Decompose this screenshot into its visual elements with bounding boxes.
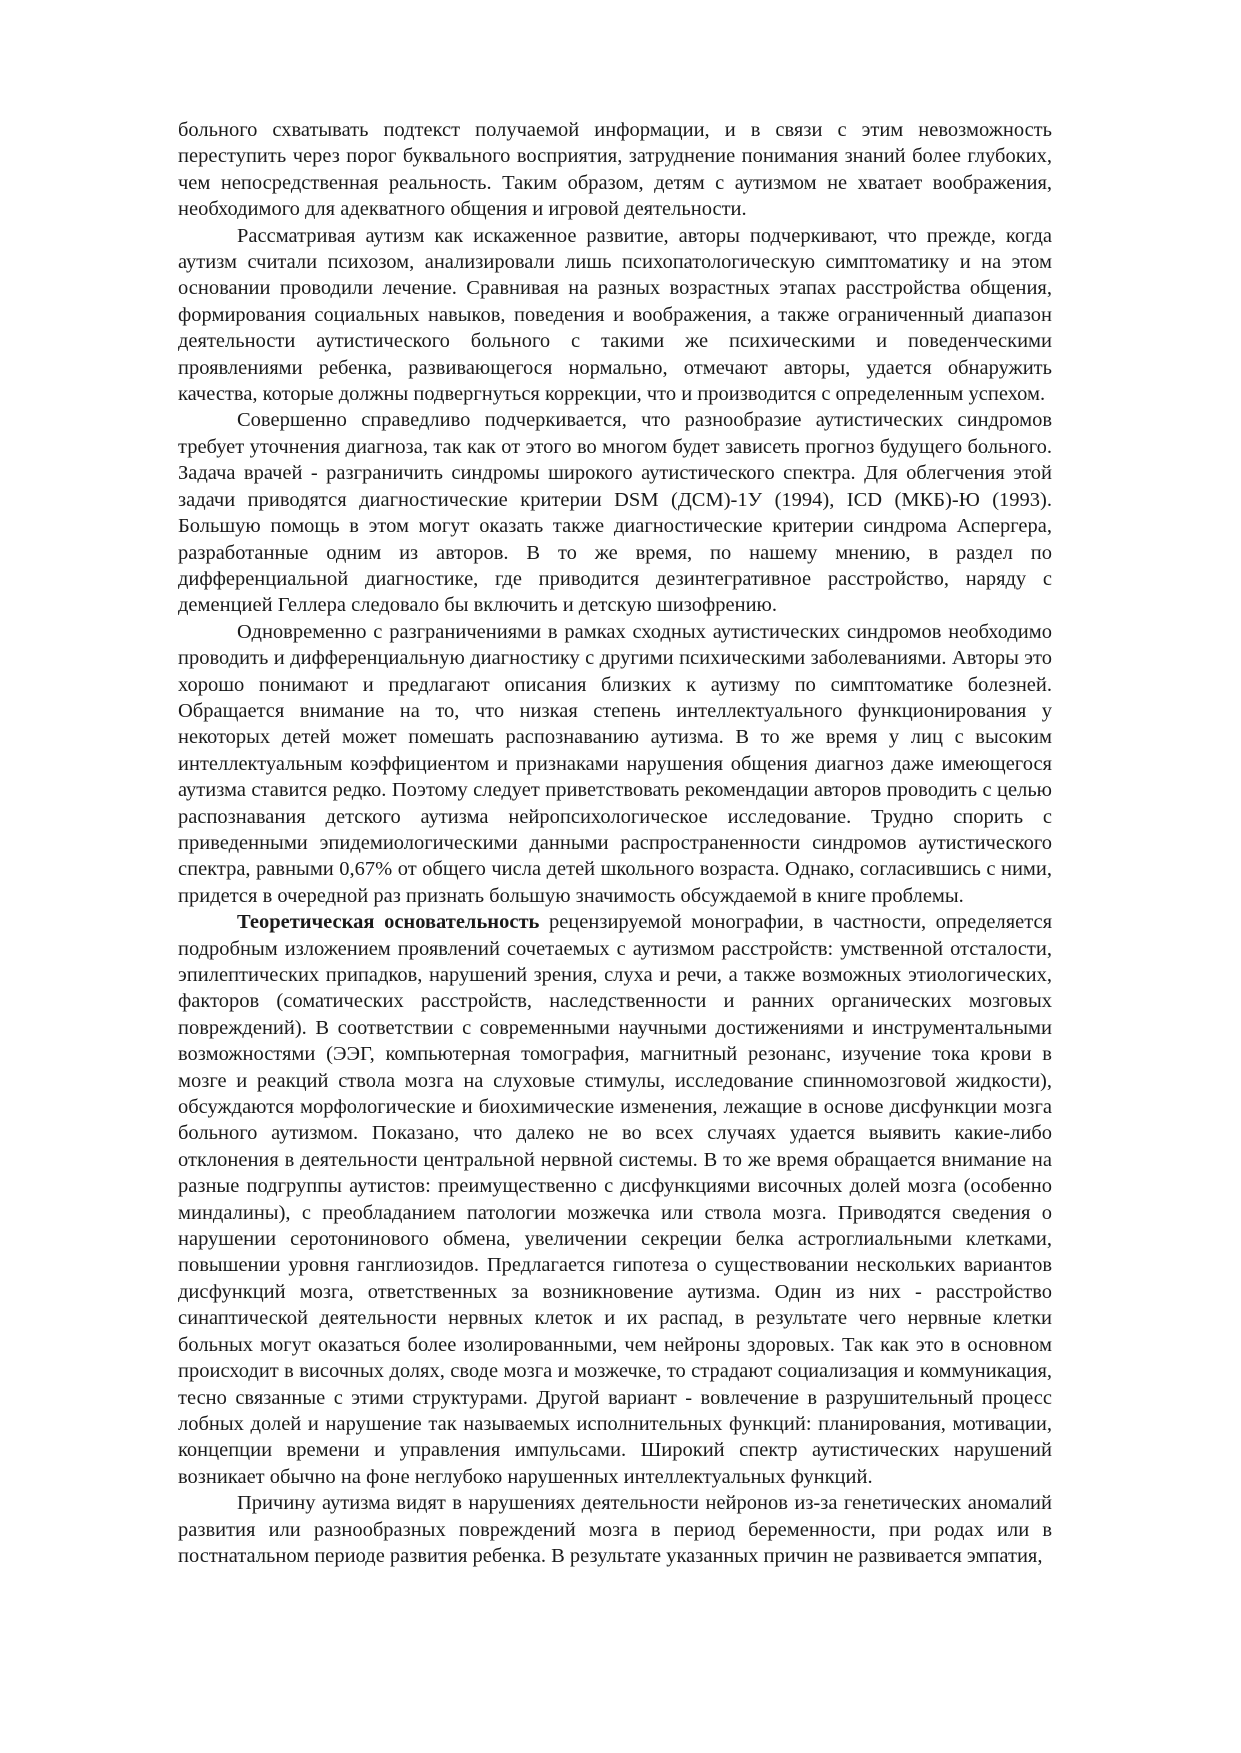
- paragraph-3-text: Совершенно справедливо подчеркивается, что разнообразие аутистических синдромов требует уточнения диагноза, так как от этого во многом будет зависеть прогноз будущего больного. Задача врачей - разграничить синдромы широкого аутистического спектра. Для облегчения этой задачи приводятся диагностические критерии DSM (ДСМ)-1У (1994), ICD (МКБ)-Ю (1993). Большую помощь в этом могут оказать также диагностические критерии синдрома Аспергера, разработанные одним из авторов. В то же время, по нашему мнению, в раздел по дифференциальной диагностике, где приводится дезинтегративное расстройство, наряду с деменцией Геллера следовало бы включить и детскую шизофрению.: [178, 409, 1052, 617]
- paragraph-3: [178, 407, 1052, 618]
- paragraph-2: [178, 223, 1052, 408]
- paragraph-1-text: больного схватывать подтекст получаемой информации, и в связи с этим невозможность переступить через порог буквального восприятия, затруднение понимания знаний более глубоких, чем непосредственная реальность. Таким образом, детям с аутизмом не хватает воображения, необходимого для адекватного общения и игровой деятельности.: [178, 119, 1052, 221]
- paragraph-4-text: Одновременно с разграничениями в рамках сходных аутистических синдромов необходимо проводить и дифференциальную диагностику с другими психическими заболеваниями. Авторы это хорошо понимают и предлагают описания близких к аутизму по симптоматике болезней. Обращается внимание на то, что низкая степень интеллектуального функционирования у некоторых детей может помешать распознаванию аутизма. В то же время у лиц с высоким интеллектуальным коэффициентом и признаками нарушения общения диагноз даже имеющегося аутизма ставится редко. Поэтому следует приветствовать рекомендации авторов проводить с целью распознавания детского аутизма нейропсихологическое исследование. Трудно спорить с приведенными эпидемиологическими данными распространенности синдромов аутистического спектра, равными 0,67% от общего числа детей школьного возраста. Однако, согласившись с ними, придется в очередной раз признать большую значимость обсуждаемой в книге проблемы.: [178, 620, 1052, 907]
- paragraph-2-text: Рассматривая аутизм как искаженное развитие, авторы подчеркивают, что прежде, когда аутизм считали психозом, анализировали лишь психопатологическую симптоматику и на этом основании проводили лечение. Сравнивая на разных возрастных этапах расстройства общения, формирования социальных навыков, поведения и воображения, а также ограниченный диапазон деятельности аутистического больного с такими же психическими и поведенческими проявлениями ребенка, развивающегося нормально, отмечают авторы, удается обнаружить качества, которые должны подвергнуться коррекции, что и производится с определенным успехом.: [178, 224, 1052, 406]
- paragraph-1: [178, 117, 1052, 223]
- document-page: [178, 117, 1052, 1569]
- paragraph-6-text: Причину аутизма видят в нарушениях деятельности нейронов из-за генетических аномалий развития или разнообразных повреждений мозга в период беременности, при родах или в постнатальном периоде развития ребенка. В результате указанных причин не развивается эмпатия,: [178, 1492, 1052, 1567]
- paragraph-5-text: рецензируемой монографии, в частности, определяется подробным изложением проявлений сочетаемых с аутизмом расстройств: умственной отсталости, эпилептических припадков, нарушений зрения, слуха и речи, а также возможных этиологических, факторов (соматических расстройств, наследственности и ранних органических мозговых повреждений). В соответствии с современными научными достижениями и инструментальными возможностями (ЭЭГ, компьютерная томография, магнитный резонанс, изучение тока крови в мозге и реакций ствола мозга на слуховые стимулы, исследование спинномозговой жидкости), обсуждаются морфологические и биохимические изменения, лежащие в основе дисфункции мозга больного аутизмом. Показано, что далеко не во всех случаях удается выявить какие-либо отклонения в деятельности центральной нервной системы. В то же время обращается внимание на разные подгруппы аутистов: преимущественно с дисфункциями височных долей мозга (особенно миндалины), с преобладанием патологии мозжечка или ствола мозга. Приводятся сведения о нарушении серотонинового обмена, увеличении секреции белка астроглиальными клетками, повышении уровня ганглиозидов. Предлагается гипотеза о существовании нескольких вариантов дисфункций мозга, ответственных за возникновение аутизма. Один из них - расстройство синаптической деятельности нервных клеток и их распад, в результате чего нервные клетки больных могут оказаться более изолированными, чем нейроны здоровых. Так как это в основном происходит в височных долях, своде мозга и мозжечке, то страдают социализация и коммуникация, тесно связанные с этими структурами. Другой вариант - вовлечение в разрушительный процесс лобных долей и нарушение так называемых исполнительных функций: планирования, мотивации, концепции времени и управления импульсами. Широкий спектр аутистических нарушений возникает обычно на фоне неглубоко нарушенных интеллектуальных функций.: [178, 911, 1052, 1488]
- paragraph-5: [178, 909, 1052, 1490]
- paragraph-4: [178, 619, 1052, 909]
- paragraph-6: [178, 1490, 1052, 1569]
- paragraph-5-bold-lead: Теоретическая основательность: [237, 911, 540, 934]
